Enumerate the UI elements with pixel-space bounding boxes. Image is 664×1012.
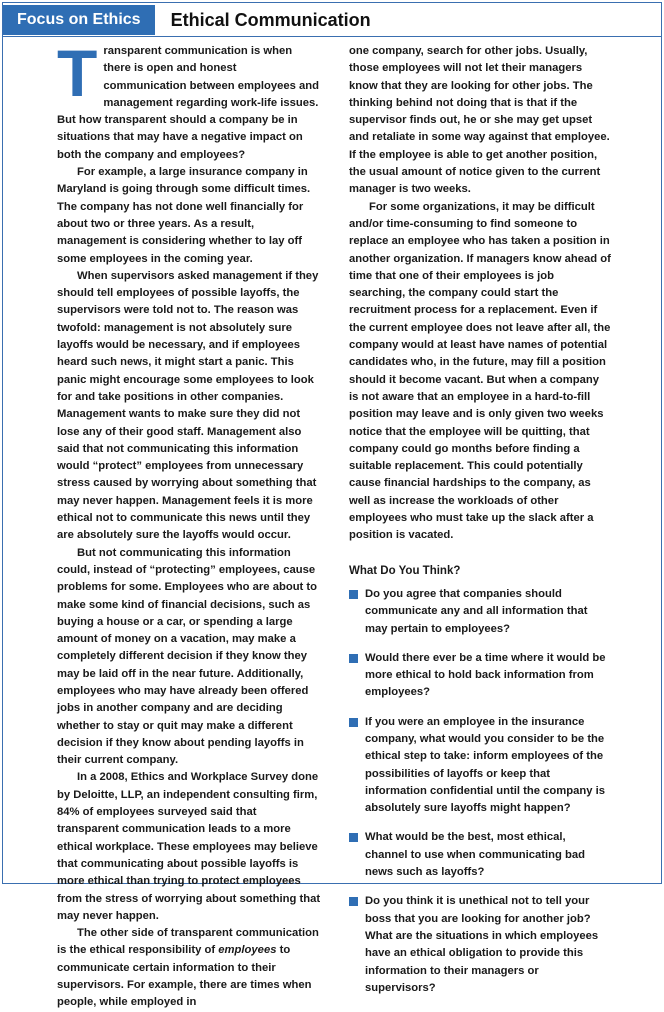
question-text: If you were an employee in the insurance company, what would you consider to be the ethical step to take: inform employees of the possibilities of layoffs or keep that information confidential until the company is absolutely sure layoffs might happen?: [365, 715, 606, 815]
paragraph-text: to communicate certain information to their supervisors. For example, there are times when people, while employed in: [57, 944, 312, 1009]
paragraph: For some organizations, it may be difficult and/or time-consuming to find someone to replace an employee who has taken a position in another organization. If managers know ahead of time that one of their employees is job searching, the company could start the recruitment process for a replacement. Even if the current employee does not leave after all, the company would at least have names of potential candidates who, in the future, may fill a position should it become vacant. But when a company is not aware that an employee in a hard-to-fill position may leave and is only given two weeks notice that the employee will be quitting, that company could go months before finding a suitable replacement. This could potentially cause financial hardships to the company, as well as increase the workloads of other employees who must take up the slack after a position is vacated.: [349, 200, 611, 542]
paragraph: [57, 925, 321, 1011]
header-divider: [3, 36, 661, 37]
square-bullet-icon: [349, 654, 358, 663]
emphasis-text: employees: [218, 944, 277, 957]
header: [3, 3, 661, 35]
question-text: Would there ever be a time where it would be more ethical to hold back information from employees?: [365, 651, 606, 699]
article-title: Ethical Communication: [170, 9, 371, 30]
page: [2, 2, 662, 1009]
paragraph-text: The other side of transparent communication is the ethical responsibility of: [57, 927, 319, 957]
question-text: Do you think it is unethical not to tell your boss that you are looking for another job? What are the situations in which employees have an ethical obligation to provide this information to their managers or supervisors?: [365, 895, 599, 994]
paragraph-intro-text: ransparent communication is when there is open and honest communication between employees and management regarding work-life issues. But how transparent should a company be in situations that may have a negative impact on both the company and employees?: [57, 45, 320, 161]
paragraph: When supervisors asked management if they should tell employees of possible layoffs, the supervisors were told not to. The reason was twofold: management is not absolutely sure layoffs would be necessary, and if employees heard such news, it might start a panic. This panic might encourage some employees to look for and take positions in other companies. Management wants to make sure they did not lose any of their good staff. Management also said that not communicating this information would “protect” employees from unnecessary stress caused by worrying about something that may never happen. Management feels it is more ethical not to communicate this news until they are absolutely sure the layoffs would occur.: [57, 269, 319, 542]
question-text: What would be the best, most ethical, channel to use when communicating bad news such as layoffs?: [365, 831, 586, 879]
paragraph: one company, search for other jobs. Usually, those employees will not let their managers know that they are looking for other jobs. The thinking behind not doing that is that if the supervisor finds out, he or she may get upset and retaliate in some way against that employee. If the employee is able to get another position, the usual amount of notice given to the current manager is two weeks.: [349, 45, 610, 196]
list-item: [349, 893, 611, 997]
list-item: [349, 586, 611, 638]
question-text: Do you agree that companies should communicate any and all information that may pertain to employees?: [365, 587, 588, 635]
left-column: [57, 36, 321, 1012]
paragraph: But not communicating this information could, instead of “protecting” employees, cause problems for some. Employees who are about to make some kind of financial decisions, such as buying a house or a car, or spending a large amount of money on a vacation, may make a completely different decision if they know they may be laid off in the near future. Additionally, employees who may have already been offered jobs in another company and are deciding whether to stay or quit may make a different decision if they know about pending layoffs in their current company.: [57, 546, 318, 767]
square-bullet-icon: [349, 833, 358, 842]
drop-cap: T: [57, 36, 98, 110]
square-bullet-icon: [349, 897, 358, 906]
paragraph-intro: [57, 36, 321, 164]
list-item: [349, 650, 611, 702]
right-column: [349, 43, 611, 1009]
list-item: [349, 714, 611, 818]
section-tag: Focus on Ethics: [3, 5, 155, 35]
square-bullet-icon: [349, 718, 358, 727]
questions-list: [349, 586, 611, 997]
square-bullet-icon: [349, 590, 358, 599]
list-item: [349, 829, 611, 881]
questions-heading: What Do You Think?: [349, 564, 461, 577]
paragraph: For example, a large insurance company in Maryland is going through some difficult times. The company has not done well financially for about two or three years. As a result, management is considering whether to lay off some employees in the coming year.: [57, 166, 311, 265]
paragraph: In a 2008, Ethics and Workplace Survey done by Deloitte, LLP, an independent consulting firm, 84% of employees surveyed said that transparent communication leads to a more ethical workplace. These employees may believe that communicating about possible layoffs is more ethical than trying to protect employees from the stress of worrying about something that may never happen.: [57, 771, 321, 922]
